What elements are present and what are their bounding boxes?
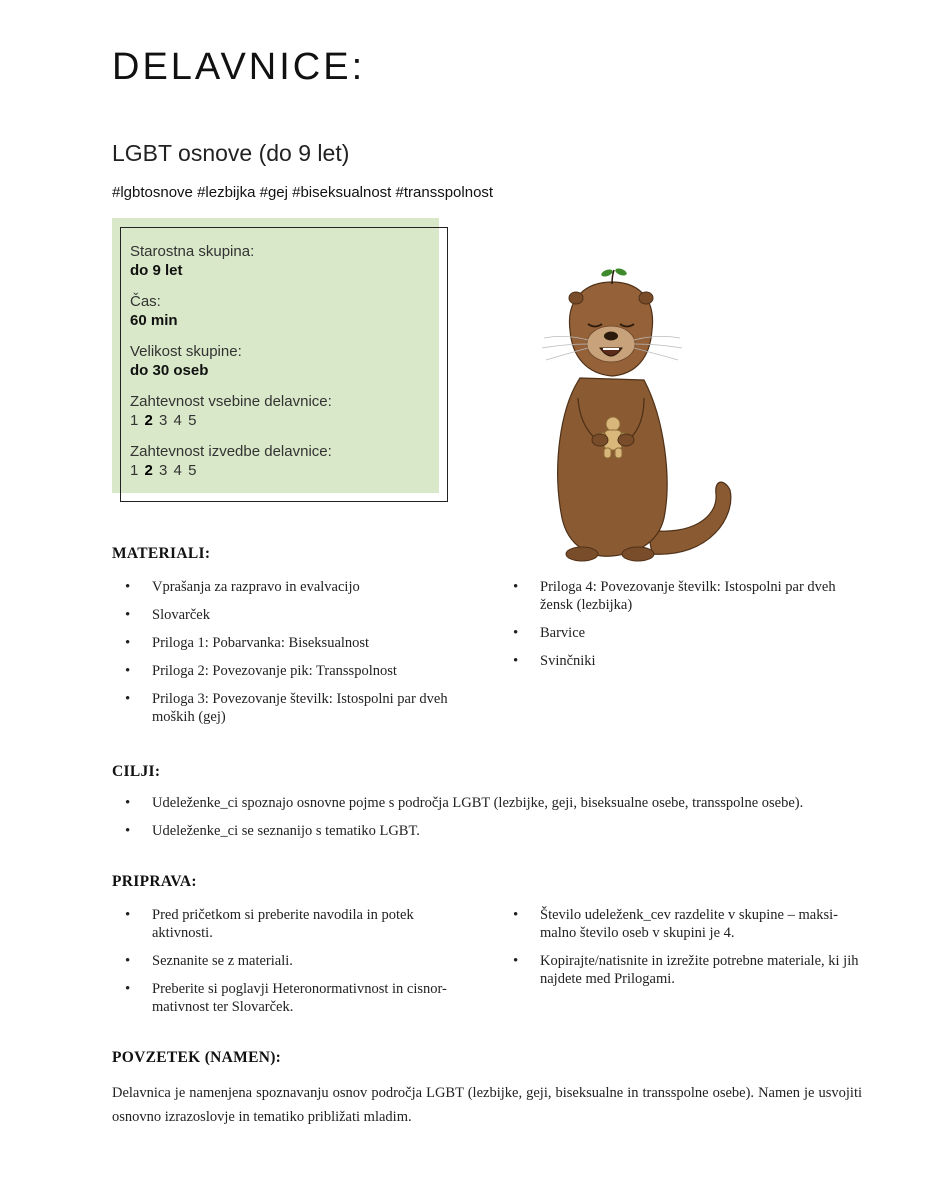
content-difficulty-scale <box>130 411 332 430</box>
scale-value: 1 <box>130 462 140 479</box>
list-item: • Priloga 3: Povezovanje številk: Istospolni par dveh moških (gej) <box>112 690 482 726</box>
list-item: • Vprašanja za razpravo in evalvacijo <box>112 578 482 596</box>
scale-value: 3 <box>159 462 169 479</box>
hashtags: #lgbtosnove #lezbijka #gej #biseksualnost #transspolnost <box>112 184 494 201</box>
otter-illustration <box>540 268 740 568</box>
execution-difficulty-label: Zahtevnost izvedbe delavnice: <box>130 443 332 460</box>
preparation-list-right <box>500 906 862 998</box>
scale-value-selected: 2 <box>144 412 154 429</box>
duration-value: 60 min <box>130 312 178 329</box>
content-difficulty-label: Zahtevnost vsebine delavnice: <box>130 393 332 410</box>
list-item: • Udeleženke_ci se seznanijo s tematiko LGBT. <box>112 822 862 840</box>
scale-value: 3 <box>159 412 169 429</box>
materials-list-right <box>500 578 860 680</box>
materials-heading: MATERIALI: <box>112 545 211 562</box>
list-item: • Slovarček <box>112 606 482 624</box>
scale-value-selected: 2 <box>144 462 154 479</box>
list-item: • Priloga 2: Povezovanje pik: Transspolnost <box>112 662 482 680</box>
list-item: • Preberite si poglavji Heteronormativnost in cisnor-mativnost ter Slovarček. <box>112 980 472 1016</box>
page-heading: DELAVNICE: <box>112 46 366 88</box>
content-difficulty <box>130 392 332 430</box>
workshop-title: LGBT osnove (do 9 let) <box>112 140 350 166</box>
list-item: • Priloga 4: Povezovanje številk: Istospolni par dveh žensk (lezbijka) <box>500 578 860 614</box>
list-item: • Barvice <box>500 624 860 642</box>
scale-value: 1 <box>130 412 140 429</box>
preparation-heading: PRIPRAVA: <box>112 873 197 890</box>
info-box <box>130 242 332 492</box>
duration-label: Čas: <box>130 293 161 310</box>
scale-value: 4 <box>173 462 183 479</box>
duration <box>130 292 332 330</box>
list-item: • Udeleženke_ci spoznajo osnovne pojme s področja LGBT (lezbijke, geji, biseksualne osebe, transspolne osebe). <box>112 794 862 812</box>
list-item: • Kopirajte/natisnite in izrežite potrebne materiale, ki jih najdete med Prilogami. <box>500 952 862 988</box>
group-size-value: do 30 oseb <box>130 362 209 379</box>
group-size <box>130 342 332 380</box>
summary-heading: POVZETEK (NAMEN): <box>112 1049 282 1066</box>
group-size-label: Velikost skupine: <box>130 343 242 360</box>
preparation-list-left <box>112 906 472 1026</box>
list-item: • Svinčniki <box>500 652 860 670</box>
goals-heading: CILJI: <box>112 763 161 780</box>
summary-text: Delavnica je namenjena spoznavanju osnov področja LGBT (lezbijke, geji, biseksualne in transspolne osebe). Namen je usvojiti osnovno izrazoslovje in tematiko približati mladim. <box>112 1085 862 1125</box>
scale-value: 4 <box>173 412 183 429</box>
age-group-value: do 9 let <box>130 262 183 279</box>
list-item: • Seznanite se z materiali. <box>112 952 472 970</box>
list-item: • Priloga 1: Pobarvanka: Biseksualnost <box>112 634 482 652</box>
scale-value: 5 <box>188 462 198 479</box>
execution-difficulty-scale <box>130 461 332 480</box>
age-group-label: Starostna skupina: <box>130 243 255 260</box>
materials-list-left <box>112 578 482 736</box>
scale-value: 5 <box>188 412 198 429</box>
age-group <box>130 242 332 280</box>
list-item: • Število udeleženk_cev razdelite v skupine – maksi-malno število oseb v skupini je 4. <box>500 906 862 942</box>
list-item: • Pred pričetkom si preberite navodila in potek aktivnosti. <box>112 906 472 942</box>
goals-list <box>112 794 862 850</box>
execution-difficulty <box>130 442 332 480</box>
